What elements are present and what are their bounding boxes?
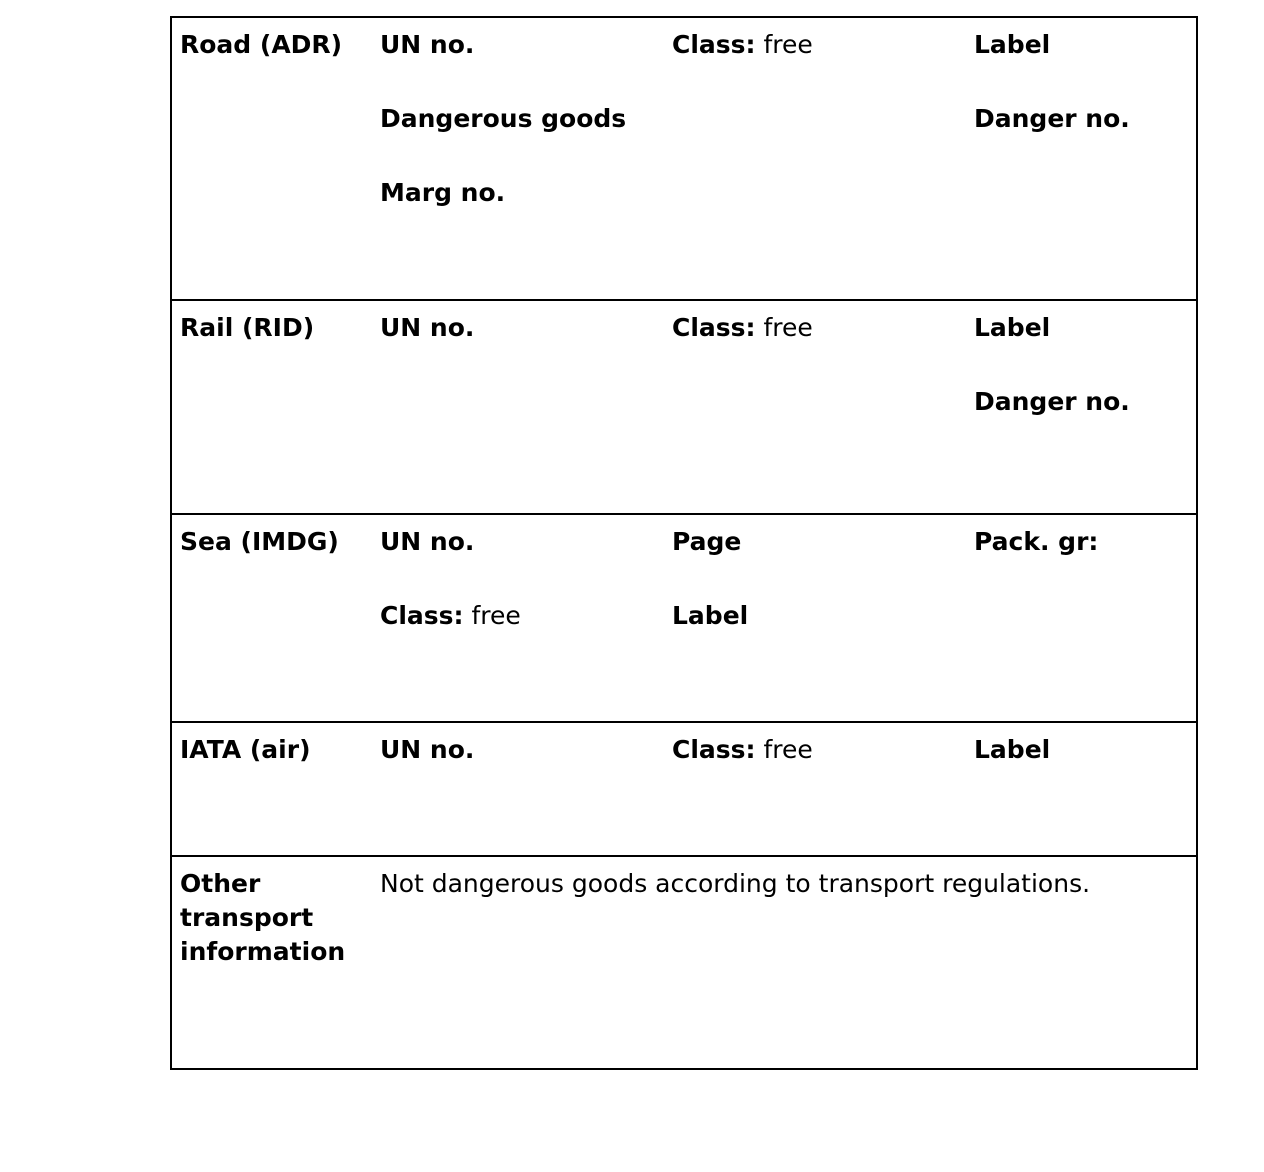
air-class-field [672,733,813,767]
other-transport-row [172,855,1196,1070]
rail-un-no-label: UN no. [380,313,475,342]
sea-page-label: Page [672,527,742,556]
rail-class-label: Class: [672,313,756,342]
rail-label-label: Label [974,313,1051,342]
rail-class-field [672,311,813,345]
road-class-field [672,28,813,62]
air-class-label: Class: [672,735,756,764]
air-label-label: Label [974,735,1051,764]
rail-rid-row [172,299,1196,515]
rail-danger-no-label: Danger no. [974,387,1130,416]
road-class-value: free [763,30,813,59]
sea-class-label: Class: [380,601,464,630]
rail-class-value: free [763,313,813,342]
road-marg-no-label: Marg no. [380,178,506,207]
air-un-no-label: UN no. [380,735,475,764]
sea-class-value: free [471,601,521,630]
road-class-label: Class: [672,30,756,59]
air-class-value: free [763,735,813,764]
rail-mode-label: Rail (RID) [180,313,315,342]
sea-label-label: Label [672,601,749,630]
road-adr-row [172,18,1196,301]
sea-class-field [380,599,521,633]
road-un-no-label: UN no. [380,30,475,59]
sea-un-no-label: UN no. [380,527,475,556]
transport-information-table [170,16,1198,1070]
sea-pack-gr-label: Pack. gr: [974,527,1099,556]
sea-mode-label: Sea (IMDG) [180,527,339,556]
other-transport-text: Not dangerous goods according to transport regulations. [380,869,1091,898]
road-mode-label: Road (ADR) [180,30,343,59]
air-mode-label: IATA (air) [180,735,311,764]
road-label-label: Label [974,30,1051,59]
road-danger-no-label: Danger no. [974,104,1130,133]
sea-imdg-row [172,513,1196,721]
other-mode-label: Other transport information [180,869,346,966]
road-dangerous-goods-label: Dangerous goods [380,104,627,133]
iata-air-row [172,721,1196,857]
